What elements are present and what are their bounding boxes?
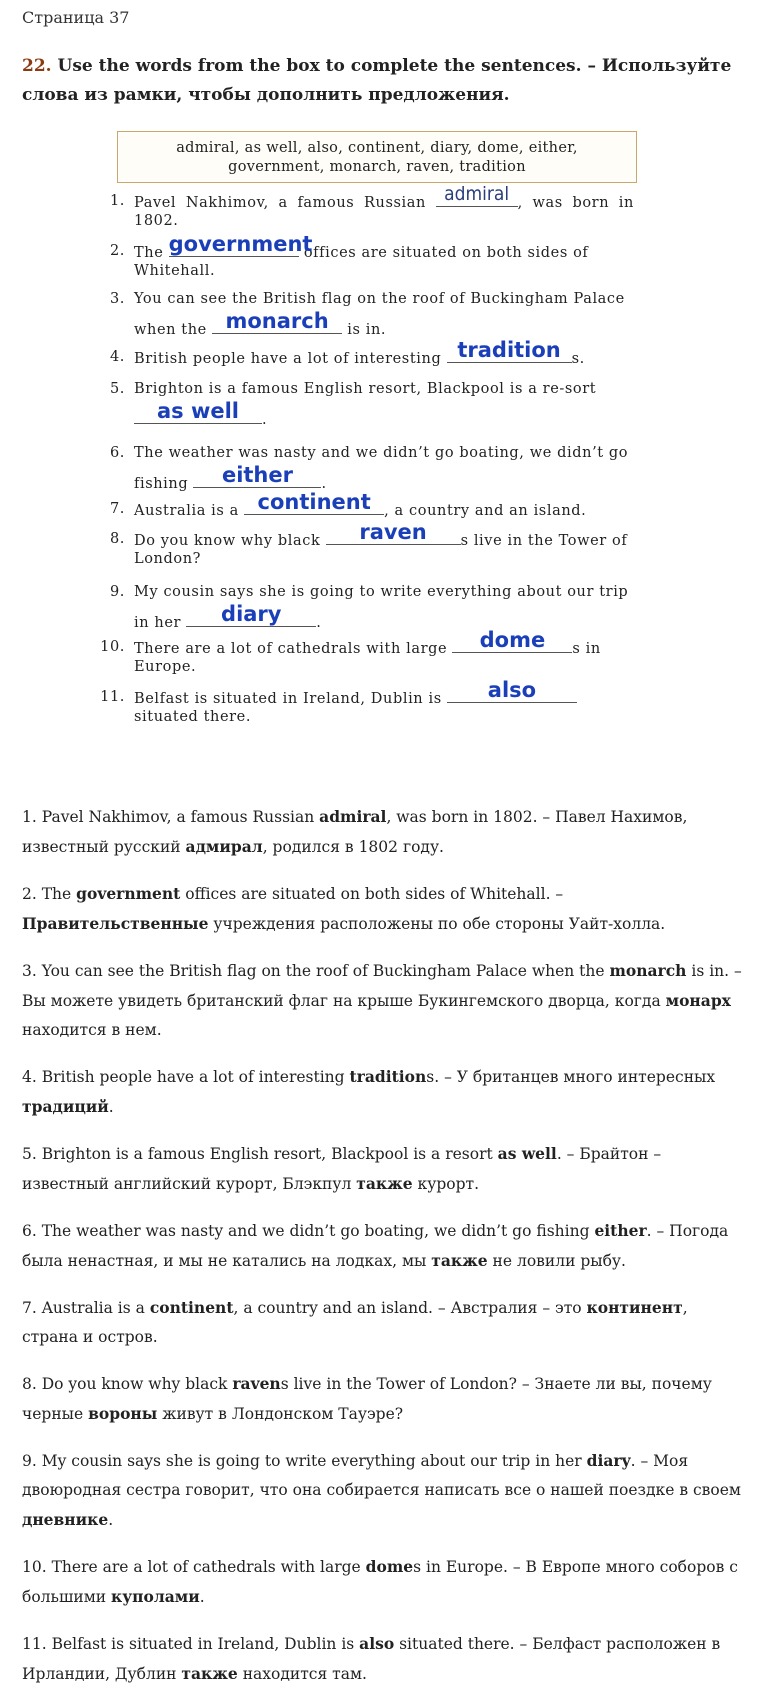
exercise-text: . (321, 476, 327, 492)
task-instruction: Use the words from the box to complete the sentences. – Используйте слова из рамки, чтобы дополнить предложения. (22, 56, 732, 105)
answer-paragraph: 7. Australia is a continent, a country and an island. – Австралия – это континент, страна и остров. (22, 1298, 688, 1346)
exercise-number: 5. (109, 381, 125, 397)
exercise-text: Brighton is a famous English resort, Blackpool is a re-sort (134, 381, 597, 397)
exercise-number: 6. (109, 445, 125, 461)
answer-blank (436, 183, 518, 207)
exercise-text: s in Europe. (134, 641, 601, 675)
answer-blank (244, 490, 384, 515)
exercise-text: British people have a lot of interesting (134, 351, 442, 367)
exercise-number: 7. (109, 501, 125, 517)
word-box (117, 131, 637, 183)
handwritten-answer: diary (221, 602, 282, 626)
exercise-text: situated there. (134, 709, 252, 725)
handwritten-answer: admiral (444, 183, 510, 205)
answers-list (22, 802, 747, 1706)
handwritten-answer: also (487, 678, 537, 702)
exercise-text: Pavel Nakhimov, a famous Russian (134, 195, 426, 211)
answer-paragraph: 4. British people have a lot of interesting traditions. – У британцев много интересных традиций. (22, 1067, 716, 1116)
exercise-text: is in. (347, 322, 387, 338)
answer-blank (212, 309, 342, 334)
answer-blank (447, 338, 572, 363)
task-heading (22, 52, 742, 110)
exercise-text: There are a lot of cathedrals with large (134, 641, 448, 657)
answer-paragraph: 5. Brighton is a famous English resort, Blackpool is a resort as well. – Брайтон – известный английский курорт, Блэкпул также курорт. (22, 1144, 662, 1193)
answer-blank (134, 399, 262, 424)
exercise-number: 2. (109, 243, 125, 259)
exercise-text: s. (571, 351, 585, 367)
exercise-number: 1. (109, 193, 125, 209)
handwritten-answer: dome (479, 628, 546, 652)
handwritten-answer: raven (359, 520, 427, 544)
answer-paragraph: 8. Do you know why black ravens live in the Tower of London? – Знаете ли вы, почему черные вороны живут в Лондонском Тауэре? (22, 1374, 712, 1423)
exercise-number: 3. (109, 291, 125, 307)
handwritten-answer: as well (156, 399, 240, 423)
exercise-text: Belfast is situated in Ireland, Dublin is (134, 691, 442, 707)
task-number: 22. (22, 56, 52, 76)
exercise-text: , a country and an island. (384, 503, 587, 519)
answer-blank (193, 463, 321, 488)
exercise-text: My cousin says she is going to write everything about our trip in her (134, 584, 629, 631)
answer-paragraph: 11. Belfast is situated in Ireland, Dublin is also situated there. – Белфаст расположен в Ирландии, Дублин также находится там. (22, 1634, 721, 1683)
answer-paragraph: 3. You can see the British flag on the roof of Buckingham Palace when the monarch is in. – Вы можете увидеть британский флаг на крыше Букингемского дворца, когда монарх находится в нем. (22, 961, 742, 1039)
exercise-text: s live in the Tower of London? (134, 533, 628, 567)
exercise-number: 9. (109, 584, 125, 600)
exercise-text: . (316, 615, 322, 631)
exercise-text: Do you know why black (134, 533, 321, 549)
word-box-line-2: government, monarch, raven, tradition (228, 159, 526, 175)
answer-blank (452, 628, 572, 653)
textbook-scan (95, 122, 655, 782)
exercise-text: The (134, 245, 164, 261)
answer-blank (186, 602, 316, 627)
page-label: Страница 37 (22, 8, 130, 27)
answer-paragraph: 1. Pavel Nakhimov, a famous Russian admiral, was born in 1802. – Павел Нахимов, известный русский адмирал, родился в 1802 году. (22, 807, 688, 856)
handwritten-answer: tradition (457, 338, 561, 362)
exercise-number: 4. (109, 349, 125, 365)
exercise-text: The weather was nasty and we didn’t go boating, we didn’t go fishing (134, 445, 629, 492)
handwritten-answer: monarch (225, 309, 329, 333)
exercise-text: offices are situated on both sides of Whitehall. (134, 245, 589, 279)
answer-paragraph: 10. There are a lot of cathedrals with large domes in Europe. – В Европе много соборов с большими куполами. (22, 1557, 738, 1606)
answer-blank (168, 232, 313, 257)
answer-paragraph: 6. The weather was nasty and we didn’t go boating, we didn’t go fishing either. – Погода была ненастная, и мы не катались на лодках, мы также не ловили рыбу. (22, 1221, 729, 1270)
answer-blank (326, 520, 461, 545)
exercise-number: 8. (109, 531, 125, 547)
answer-paragraph: 2. The government offices are situated on both sides of Whitehall. – Правительственные учреждения расположены по обе стороны Уайт-холла. (22, 884, 666, 933)
handwritten-answer: government (168, 232, 313, 256)
exercise-text: . (262, 412, 268, 428)
word-box-line-1: admiral, as well, also, continent, diary, dome, either, (176, 140, 578, 156)
exercise-text: Australia is a (134, 503, 239, 519)
answer-blank (447, 678, 577, 703)
exercise-text: You can see the British flag on the roof of Buckingham Palace when the (134, 291, 625, 338)
exercise-text: , was born in 1802. (134, 195, 634, 229)
exercise-number: 10. (100, 639, 125, 655)
exercise-number: 11. (100, 689, 125, 705)
handwritten-answer: continent (257, 490, 371, 514)
answer-paragraph: 9. My cousin says she is going to write everything about our trip in her diary. – Моя двоюродная сестра говорит, что она собирается написать все о нашей поездке в своем дневнике. (22, 1451, 741, 1529)
handwritten-answer: either (221, 463, 293, 487)
